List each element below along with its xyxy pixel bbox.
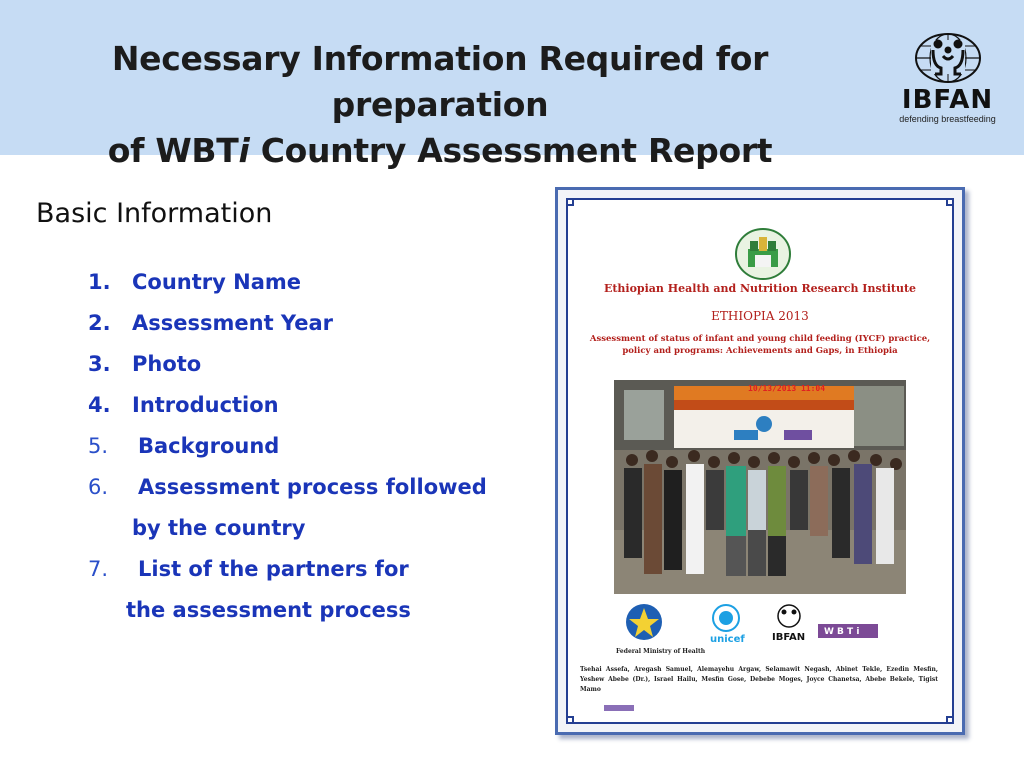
title-line-2-prefix: of WBT <box>107 131 239 170</box>
ibfan-globe-family-icon <box>913 30 983 84</box>
list-item-text: List of the partners for <box>138 557 409 581</box>
ibfan-small-logo-text: IBFAN <box>772 632 806 643</box>
report-institute-name: Ethiopian Health and Nutrition Research Institute <box>603 282 917 295</box>
photo-timestamp: 10/13/2013 11:04 <box>748 384 826 393</box>
partner-logos <box>624 600 914 646</box>
list-item-text: by the country <box>132 516 306 540</box>
unicef-logo-icon <box>710 605 745 645</box>
title-line-1: Necessary Information Required for preparation <box>111 39 769 124</box>
ibfan-logo <box>890 30 1005 130</box>
list-item-text: Assessment process followed <box>138 475 487 499</box>
crop-mark <box>946 198 954 206</box>
list-item-number: 5. <box>88 434 109 458</box>
group-photo-image <box>614 380 906 594</box>
list-item-number: 6. <box>88 475 109 499</box>
ibfan-small-logo-icon <box>772 605 805 643</box>
list-item-text: Country Name <box>132 270 302 294</box>
report-cover-image <box>555 187 965 735</box>
crop-mark <box>566 198 574 206</box>
section-title: Basic Information <box>36 198 273 229</box>
report-authors: Tsehai Assefa, Aregash Samuel, Alemayehu Argaw, Selamawit Negash, Abinet Tekle, Ezedin Mesfin, Yeshew Abebe (Dr.), Israel Hailu, Mesfin Gose, Debebe Moges, Joyce Chanetsa, Abebe Bekele, Tigist Mamo <box>580 666 938 693</box>
ethiopia-emblem-icon <box>626 604 662 640</box>
institute-emblem-icon <box>728 225 798 283</box>
wbti-logo <box>818 624 878 638</box>
list-item-text: the assessment process <box>126 598 411 622</box>
slide-title <box>20 36 860 174</box>
ibfan-logo-tagline: defending breastfeeding <box>899 114 996 124</box>
footer-badge <box>604 705 634 711</box>
report-country-year: ETHIOPIA 2013 <box>711 309 809 323</box>
report-cover-page <box>566 198 954 724</box>
list-item-number: 2. <box>88 311 111 335</box>
unicef-logo-text: unicef <box>710 634 745 645</box>
ibfan-logo-name: IBFAN <box>901 85 994 115</box>
report-assessment-title: Assessment of status of infant and young child feeding (IYCF) practice, policy and programs: Achievements and Gaps, in Ethiopia <box>589 334 931 356</box>
ministry-label: Federal Ministry of Health <box>616 648 706 655</box>
list-item-text: Photo <box>132 352 202 376</box>
title-line-2-italic: i <box>238 131 250 170</box>
list-item-text: Background <box>138 434 280 458</box>
list-item-number: 4. <box>88 393 111 417</box>
list-item-number: 1. <box>88 270 111 294</box>
crop-mark <box>566 716 574 724</box>
crop-mark <box>946 716 954 724</box>
list-item-text: Introduction <box>132 393 279 417</box>
list-item-number: 7. <box>88 557 109 581</box>
slide-header <box>0 0 1024 170</box>
wbti-logo-text: W B T i <box>824 627 860 637</box>
list-item-number: 3. <box>88 352 111 376</box>
list-item-text: Assessment Year <box>132 311 333 335</box>
group-photo <box>614 380 906 594</box>
title-line-2-suffix: Country Assessment Report <box>249 131 773 170</box>
